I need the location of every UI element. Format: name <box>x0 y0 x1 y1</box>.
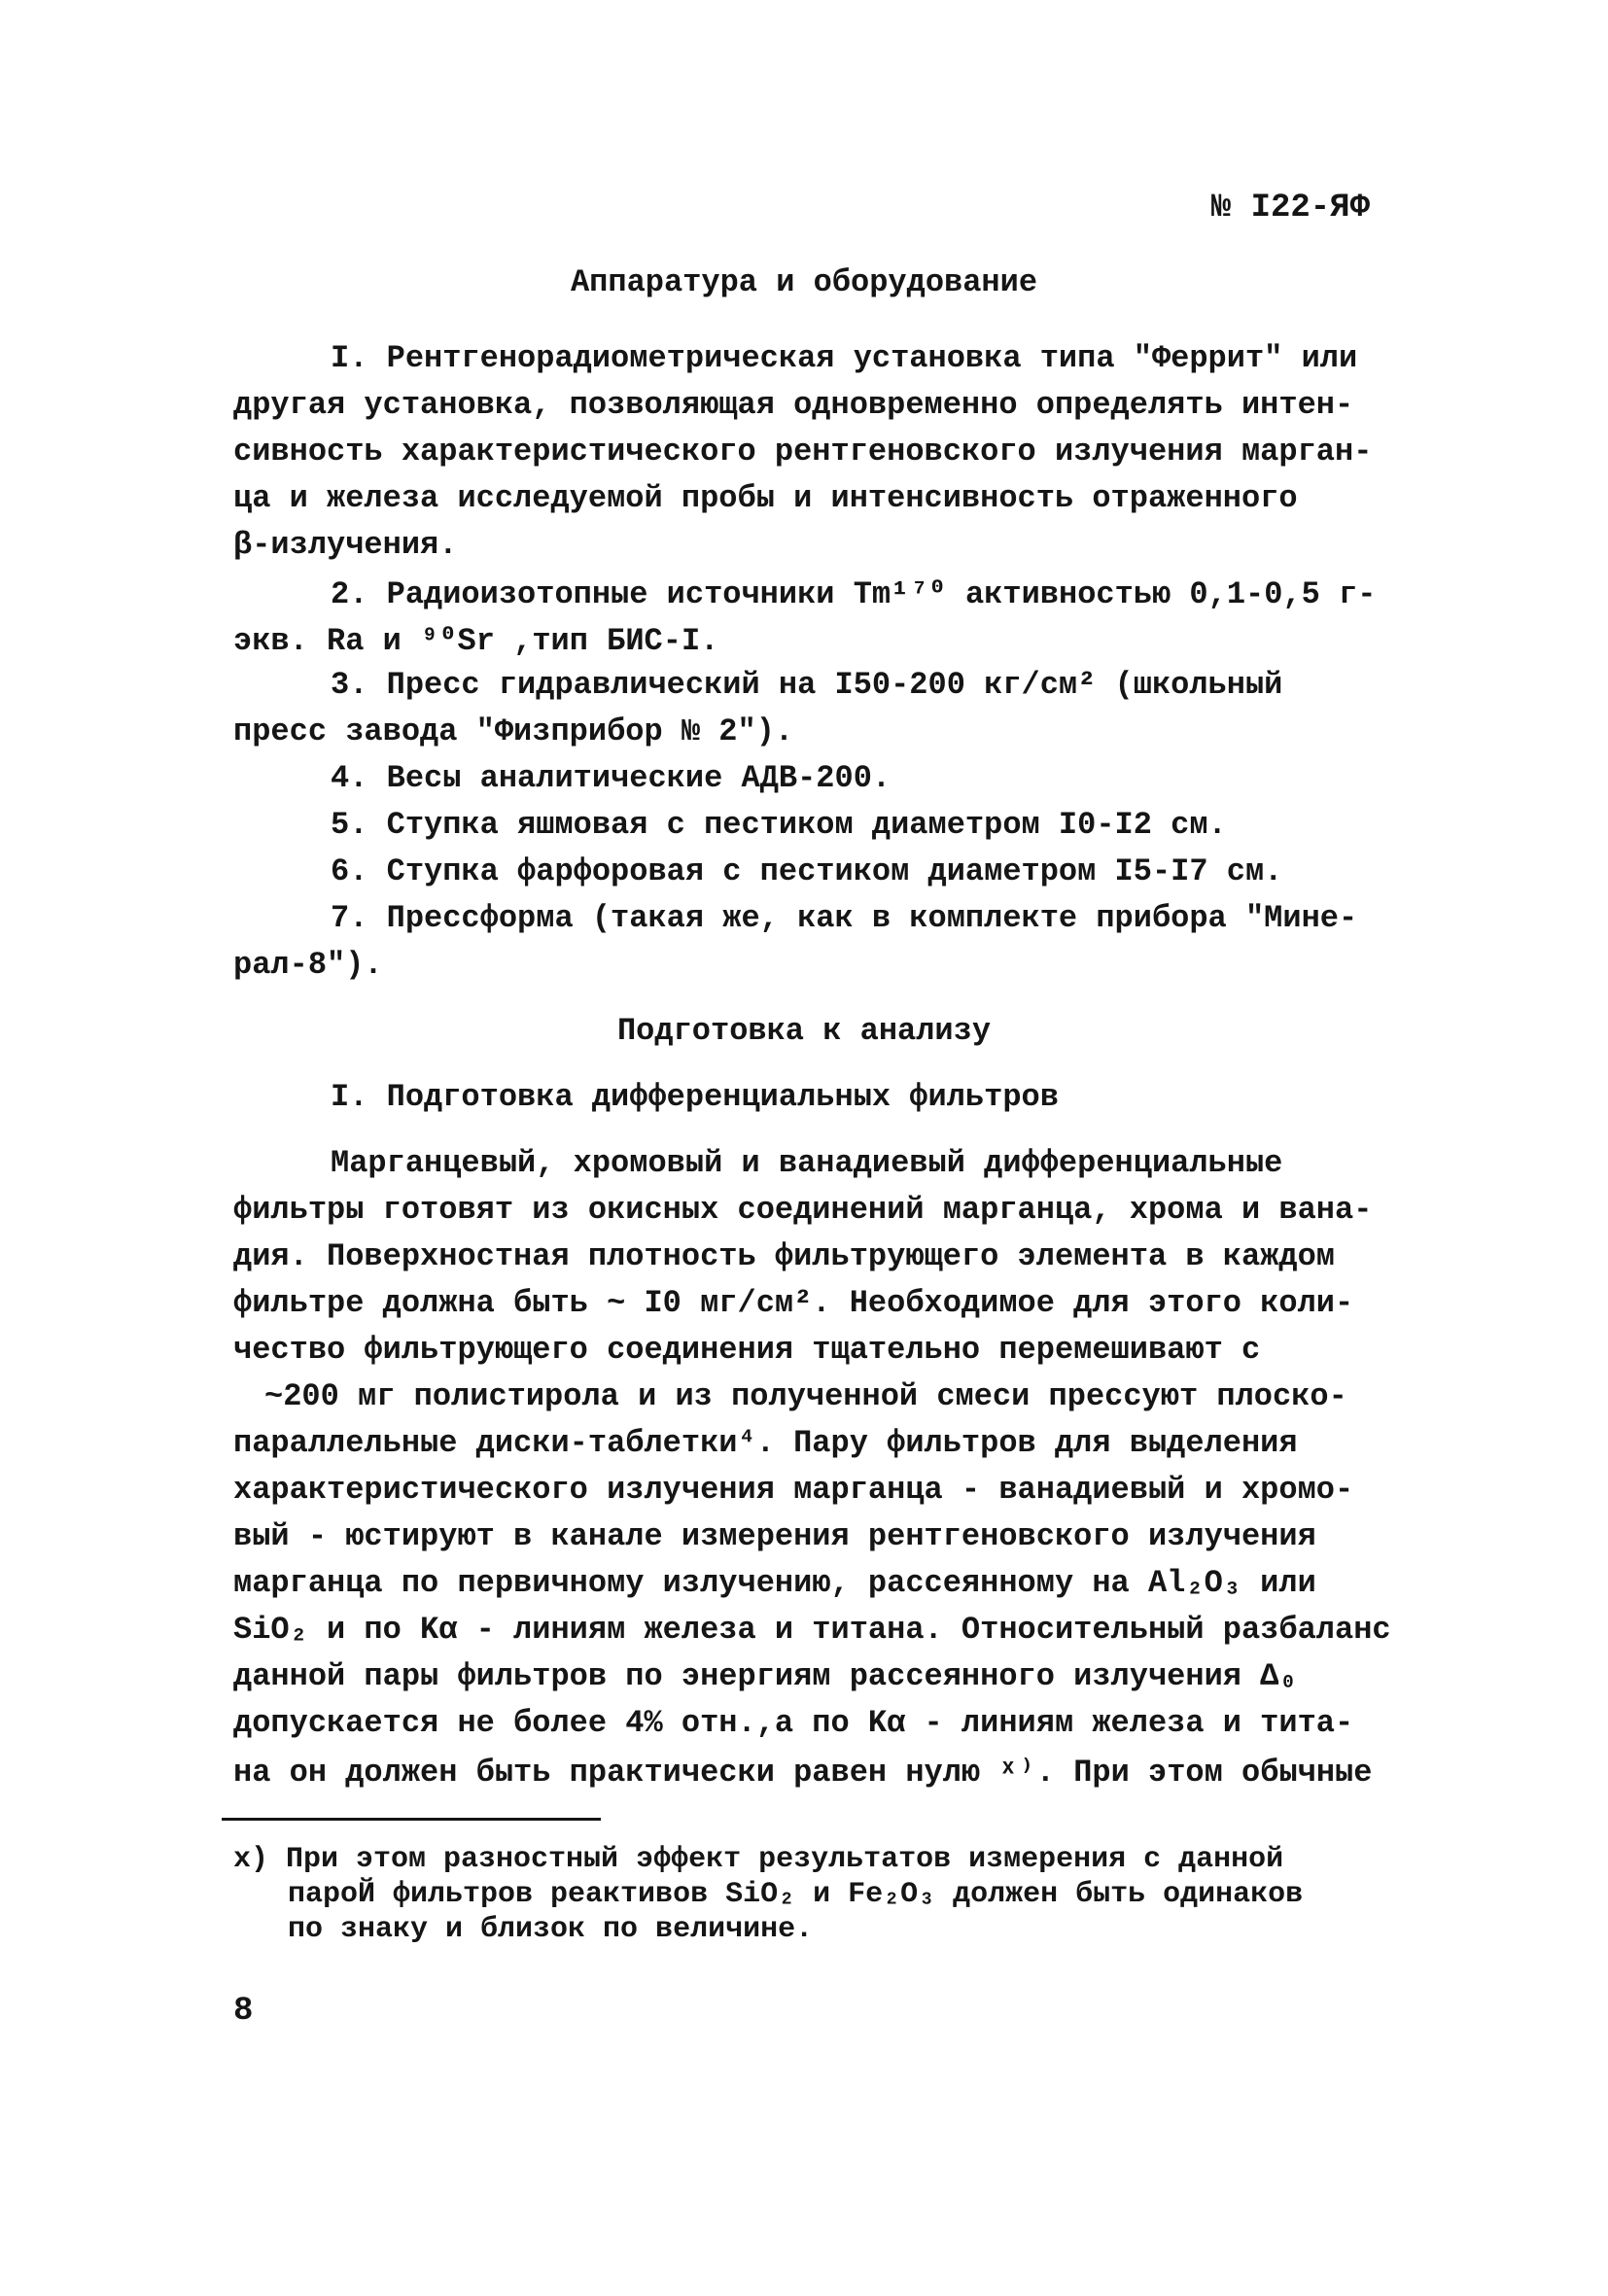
body-line: чество фильтрующего соединения тщательно перемешивают с <box>233 1332 1261 1368</box>
equipment-line: другая установка, позволяющая одновременно определять интен- <box>233 387 1354 423</box>
body-line: вый - юстируют в канале измерения рентгеновского излучения <box>233 1518 1316 1554</box>
subsection-title: I. Подготовка дифференциальных фильтров <box>331 1079 1059 1115</box>
footnote-line: x) При этом разностный эффект результатов измерения с данной <box>233 1843 1284 1876</box>
body-line: фильтре должна быть ~ I0 мг/см². Необходимое для этого коли- <box>233 1285 1354 1321</box>
equipment-line: β-излучения. <box>233 527 458 563</box>
equipment-line: 4. Весы аналитические АДВ-200. <box>331 760 891 796</box>
body-line: на он должен быть практически равен нулю ˣ⁾. При этом обычные <box>233 1755 1373 1791</box>
equipment-line: 6. Ступка фарфоровая с пестиком диаметром I5-I7 см. <box>331 853 1283 889</box>
equipment-line: 2. Радиоизотопные источники Tm¹⁷⁰ активностью 0,1-0,5 г- <box>331 576 1377 612</box>
body-line: характеристического излучения марганца - ванадиевый и хромо- <box>233 1472 1354 1508</box>
footnote-divider <box>222 1818 601 1821</box>
equipment-line: пресс завода "Физприбор № 2"). <box>233 713 794 749</box>
body-line: данной пары фильтров по энергиям рассеянного излучения Δ₀ <box>233 1658 1298 1694</box>
equipment-line: 5. Ступка яшмовая с пестиком диаметром I0-I2 см. <box>331 807 1227 843</box>
section-title-equipment: Аппаратура и оборудование <box>570 264 1038 300</box>
footnote-line: пароЙ фильтров реактивов SiO₂ и Fe₂O₃ должен быть одинаков <box>288 1878 1304 1911</box>
equipment-line: сивность характеристического рентгеновского излучения марган- <box>233 434 1373 470</box>
body-line: дия. Поверхностная плотность фильтрующего элемента в каждом <box>233 1238 1335 1274</box>
body-line: марганца по первичному излучению, рассеянному на Al₂O₃ или <box>233 1565 1316 1601</box>
body-line: допускается не более 4% отн.,а по Kα - линиям железа и тита- <box>233 1705 1354 1741</box>
footnote-line: по знаку и близок по величине. <box>288 1913 814 1946</box>
document-number: № I22-ЯФ <box>1210 190 1370 226</box>
section-title-preparation: Подготовка к анализу <box>616 1013 992 1049</box>
body-line: параллельные диски-таблетки⁴. Пару фильтров для выделения <box>233 1425 1298 1461</box>
equipment-line: 3. Пресс гидравлический на I50-200 кг/см² (школьный <box>331 667 1283 703</box>
equipment-line: ца и железа исследуемой пробы и интенсивность отраженного <box>233 480 1298 516</box>
equipment-line: рал-8"). <box>233 947 383 983</box>
body-line: фильтры готовят из окисных соединений марганца, хрома и вана- <box>233 1192 1373 1228</box>
equipment-line: 7. Прессформа (такая же, как в комплекте прибора "Мине- <box>331 900 1358 936</box>
equipment-line: I. Рентгенорадиометрическая установка типа "Феррит" или <box>331 340 1358 376</box>
equipment-line: экв. Ra и ⁹⁰Sr ,тип БИС-I. <box>233 623 719 659</box>
body-line: SiO₂ и по Kα - линиям железа и титана. Относительный разбаланс <box>233 1612 1391 1648</box>
body-line: Марганцевый, хромовый и ванадиевый дифференциальные <box>331 1145 1283 1181</box>
body-line: ~200 мг полистирола и из полученной смеси прессуют плоско- <box>264 1378 1347 1414</box>
page-number: 8 <box>233 1993 254 2030</box>
